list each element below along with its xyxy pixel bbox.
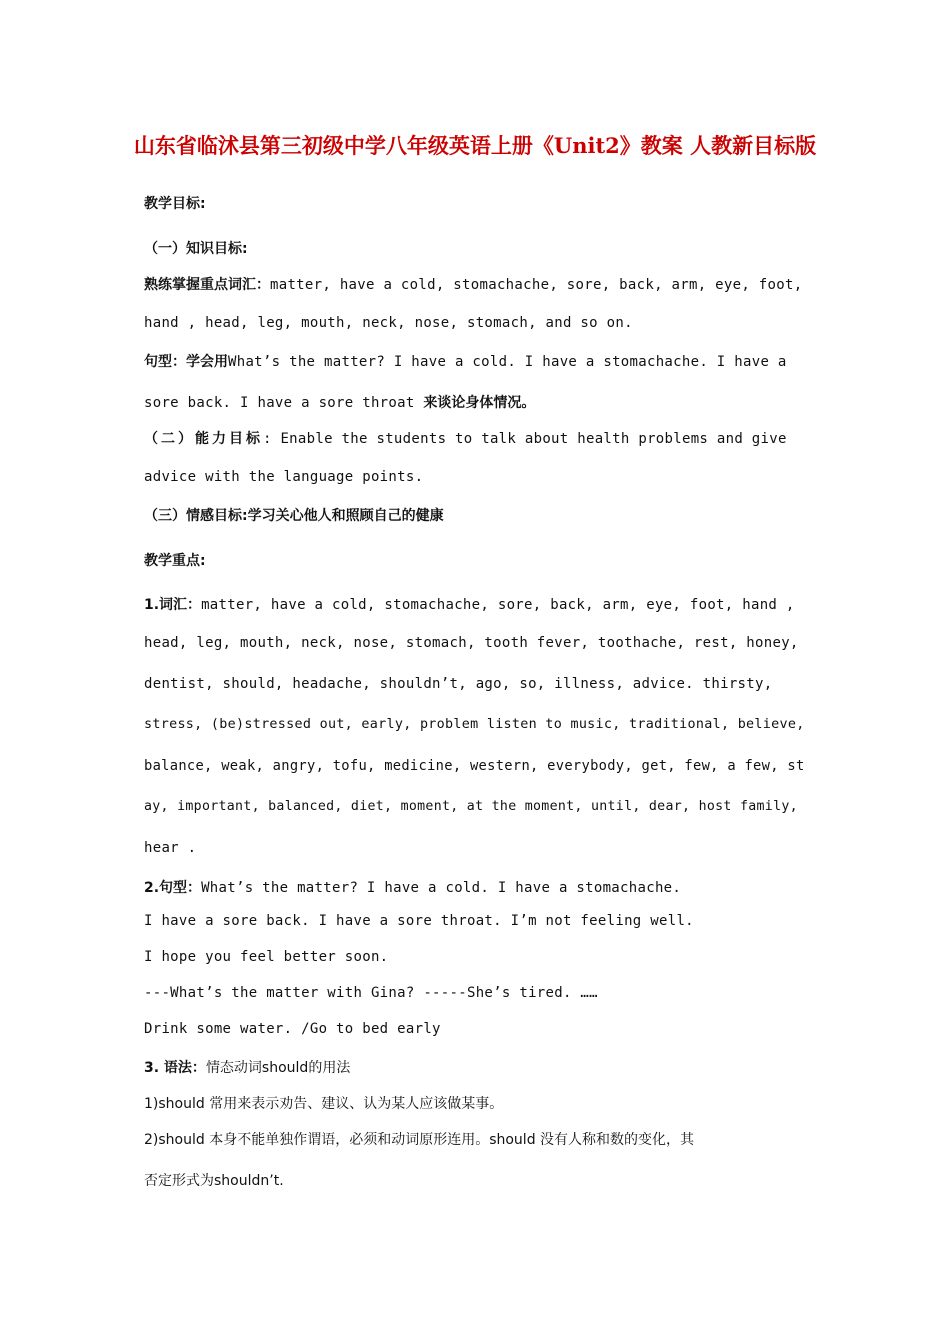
sentence-goal-line-1 xyxy=(144,351,808,371)
vocab-list-line-3 xyxy=(144,676,808,692)
vocab-list-line-2 xyxy=(144,635,808,651)
document-title: 山东省临沭县第三初级中学八年级英语上册《Unit2》教案 人教新目标版 xyxy=(133,133,817,158)
vocab-section-label: 1.词汇： xyxy=(144,597,202,613)
emotion-goal-label: （三）情感目标 xyxy=(144,508,242,524)
grammar-section-label: 3. 语法： xyxy=(144,1060,206,1076)
vocab-list-text-6: ay, important, balanced, diet, moment, at the moment, until, dear, host family, xyxy=(144,799,798,814)
vocab-list-line-6 xyxy=(144,799,808,814)
vocab-goal-text-2: hand , head, leg, mouth, neck, nose, stomach, and so on. xyxy=(144,315,633,331)
ability-goal-line-1 xyxy=(144,428,808,448)
grammar-point-1 xyxy=(144,1093,808,1113)
grammar-point-2-text-1: 2)should 本身不能单独作谓语，必须和动词原形连用。should 没有人称和数的变化，其 xyxy=(144,1132,695,1148)
vocab-list-text-1: matter, have a cold, stomachache, sore, back, arm, eye, foot, hand , xyxy=(201,597,795,613)
sentence-section-line-2 xyxy=(144,913,808,929)
vocab-list-text-5: balance, weak, angry, tofu, medicine, western, everybody, get, few, a few, st xyxy=(144,758,805,774)
vocab-list-line-5 xyxy=(144,758,808,774)
grammar-section-title: 情态动词should的用法 xyxy=(205,1060,351,1076)
vocab-goal-label: 熟练掌握重点词汇： xyxy=(144,277,270,293)
sentence-section-label: 2.句型： xyxy=(144,880,202,896)
sentence-goal-text-1: What’s the matter? I have a cold. I have a stomachache. I have a xyxy=(228,354,787,370)
sentence-goal-purpose: 来谈论身体情况。 xyxy=(423,395,536,411)
vocab-goal-line-1 xyxy=(144,274,808,294)
sentence-section-text-3: I hope you feel better soon. xyxy=(144,949,389,965)
vocab-list-line-7 xyxy=(144,840,808,856)
vocab-list-text-7: hear . xyxy=(144,840,197,856)
emotion-goal-text: :学习关心他人和照顾自己的健康 xyxy=(242,508,444,524)
sentence-section-line-4 xyxy=(144,985,808,1001)
vocab-list-line-4 xyxy=(144,717,808,732)
grammar-point-1-text: 1)should 常用来表示劝告、建议、认为某人应该做某事。 xyxy=(144,1096,504,1112)
ability-goal-text-1: : Enable the students to talk about health problems and give xyxy=(263,431,787,447)
emotion-goal-line xyxy=(144,505,808,525)
grammar-section-line xyxy=(144,1057,808,1077)
sentence-section-text-5: Drink some water. /Go to bed early xyxy=(144,1021,441,1037)
sentence-goal-label: 句型：学会用 xyxy=(144,354,228,370)
vocab-goal-line-2 xyxy=(144,315,808,331)
vocab-list-text-3: dentist, should, headache, shouldn’t, ago, so, illness, advice. thirsty, xyxy=(144,676,773,692)
sentence-section-line-3 xyxy=(144,949,808,965)
knowledge-goals-label: （一）知识目标: xyxy=(144,241,248,257)
grammar-point-2-line-2 xyxy=(144,1170,808,1190)
sentence-section-text-1: What’s the matter? I have a cold. I have a stomachache. xyxy=(201,880,682,896)
teaching-goals-heading xyxy=(144,193,808,213)
sentence-section-line-5 xyxy=(144,1021,808,1037)
vocab-list-text-2: head, leg, mouth, neck, nose, stomach, tooth fever, toothache, rest, honey, xyxy=(144,635,799,651)
ability-goal-text-2: advice with the language points. xyxy=(144,469,424,485)
vocab-list-line-1 xyxy=(144,594,808,614)
teaching-goals-label: 教学目标: xyxy=(144,196,206,212)
sentence-section-text-4: ---What’s the matter with Gina? -----She’s tired. …… xyxy=(144,985,598,1001)
key-points-heading xyxy=(144,550,808,570)
vocab-goal-text-1: matter, have a cold, stomachache, sore, back, arm, eye, foot, xyxy=(270,277,803,293)
ability-goal-line-2 xyxy=(144,469,808,485)
sentence-goal-text-2: sore back. I have a sore throat xyxy=(144,395,415,411)
vocab-list-text-4: stress, (be)stressed out, early, problem listen to music, traditional, believe, xyxy=(144,717,805,732)
knowledge-goals-heading xyxy=(144,238,808,258)
sentence-section-text-2: I have a sore back. I have a sore throat. I’m not feeling well. xyxy=(144,913,694,929)
ability-goal-label: （二）能力目标 xyxy=(144,431,263,447)
sentence-section-line-1 xyxy=(144,877,808,897)
key-points-label: 教学重点: xyxy=(144,553,206,569)
grammar-point-2-text-2: 否定形式为shouldn’t. xyxy=(144,1173,284,1189)
grammar-point-2-line-1 xyxy=(144,1129,808,1149)
sentence-goal-line-2 xyxy=(144,392,808,412)
